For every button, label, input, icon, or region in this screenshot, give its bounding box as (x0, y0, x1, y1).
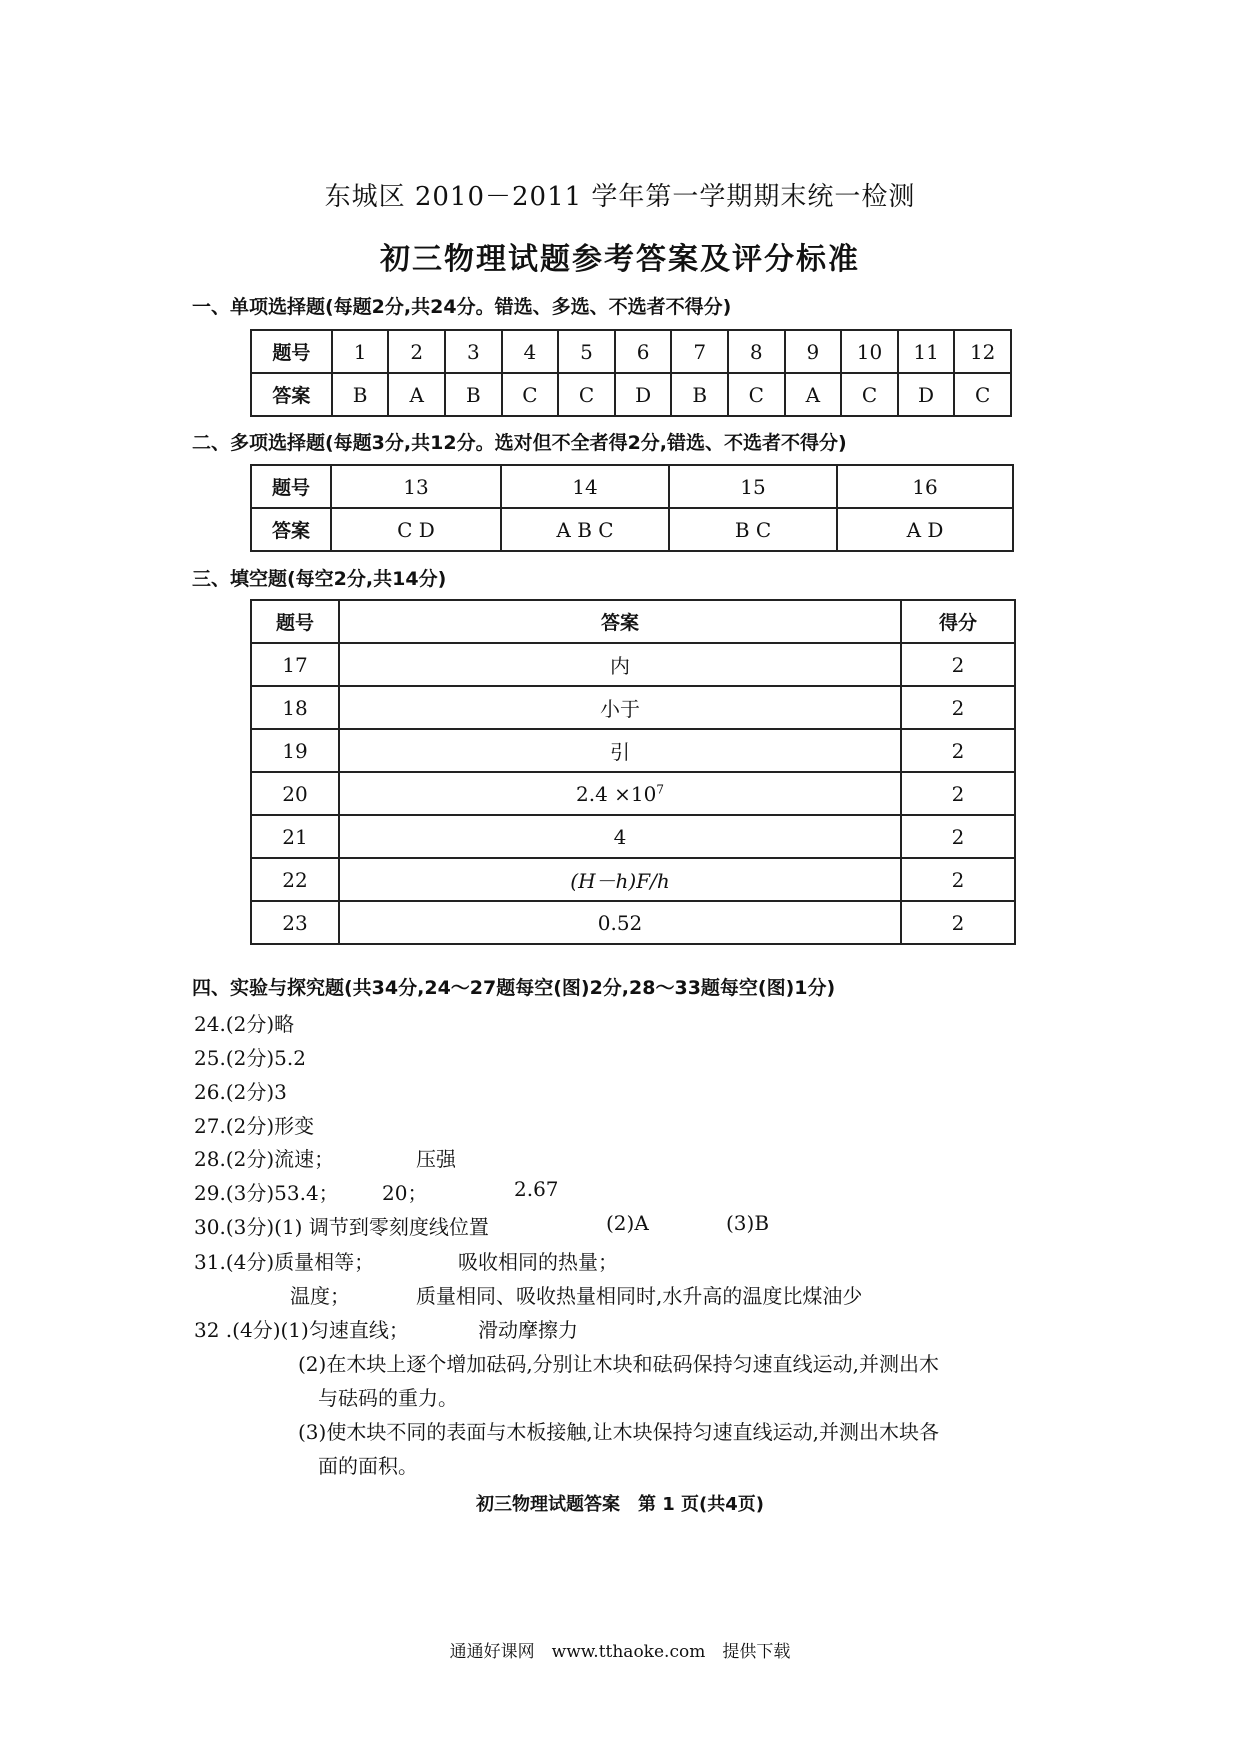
answer-28 (194, 1143, 994, 1171)
answer-cell: 4 (339, 815, 901, 858)
answer-30-label: 30.(3分)(1) 调节到零刻度线位置 (194, 1215, 489, 1239)
row-label-answer: 答案 (251, 373, 332, 416)
answer-cell: A D (837, 508, 1013, 551)
answer-30-c: (3)B (726, 1211, 770, 1235)
section2-heading: 二、多项选择题(每题3分,共12分。选对但不全者得2分,错选、不选者不得分) (192, 432, 847, 454)
question-number: 15 (669, 465, 837, 508)
answer-24: 24.(2分)略 (194, 1012, 295, 1036)
answer-cell: 引 (339, 729, 901, 772)
answer-cell: 内 (339, 643, 901, 686)
answer-29-c: 2.67 (514, 1177, 559, 1201)
answer-exponent: 7 (656, 781, 664, 796)
table-row (251, 858, 1015, 901)
answer-31-c: 温度； (290, 1284, 350, 1308)
answer-32-part2-cont: 与砝码的重力。 (318, 1386, 458, 1410)
answer-cell: A (785, 373, 842, 416)
question-number: 10 (841, 330, 898, 373)
question-number: 1 (332, 330, 389, 373)
question-number: 9 (785, 330, 842, 373)
question-number: 7 (671, 330, 728, 373)
answer-cell (339, 772, 901, 815)
question-number: 4 (502, 330, 559, 373)
question-number: 3 (445, 330, 502, 373)
question-number: 17 (251, 643, 339, 686)
question-number: 19 (251, 729, 339, 772)
table-header-row (251, 600, 1015, 643)
answer-cell: B (445, 373, 502, 416)
answer-cell: C (558, 373, 615, 416)
answer-32-label: 32 .(4分)(1)匀速直线； (194, 1318, 409, 1342)
answer-cell: C (954, 373, 1011, 416)
question-number: 20 (251, 772, 339, 815)
answer-31 (194, 1246, 1014, 1274)
score-cell: 2 (901, 729, 1015, 772)
question-number: 18 (251, 686, 339, 729)
section2-table (250, 464, 1014, 552)
answer-28-b: 压强 (416, 1147, 456, 1171)
answer-30-b: (2)A (606, 1211, 649, 1235)
table-row (251, 729, 1015, 772)
section3-table (250, 599, 1016, 945)
table-row (251, 901, 1015, 944)
section1-heading: 一、单项选择题(每题2分,共24分。错选、多选、不选者不得分) (192, 296, 732, 318)
column-header-answer: 答案 (339, 600, 901, 643)
answer-32-part3: (3)使木块不同的表面与木板接触,让木块保持匀速直线运动,并测出木块各 (298, 1420, 940, 1444)
question-number: 12 (954, 330, 1011, 373)
answer-cell: A (388, 373, 445, 416)
table-row (251, 815, 1015, 858)
section4-heading: 四、实验与探究题(共34分,24～27题每空(图)2分,28～33题每空(图)1分) (192, 977, 836, 999)
download-credit: 通通好课网 www.tthaoke.com 提供下载 (449, 1642, 791, 1662)
answer-32-part3-cont: 面的面积。 (318, 1454, 418, 1478)
answer-31-b: 吸收相同的热量； (458, 1250, 618, 1274)
answer-cell: B (332, 373, 389, 416)
answer-cell: 小于 (339, 686, 901, 729)
answer-cell: D (615, 373, 672, 416)
answer-29-b: 20； (382, 1181, 428, 1205)
table-row (251, 772, 1015, 815)
score-cell: 2 (901, 686, 1015, 729)
row-label-question: 题号 (251, 465, 331, 508)
answer-29 (194, 1177, 994, 1205)
question-number: 5 (558, 330, 615, 373)
answer-cell: C (502, 373, 559, 416)
answer-cell: B (671, 373, 728, 416)
section1-table (250, 329, 1012, 417)
section3-heading: 三、填空题(每空2分,共14分) (192, 568, 447, 590)
exam-title: 东城区 2010－2011 学年第一学期期末统一检测 (324, 182, 916, 212)
answer-cell: A B C (501, 508, 669, 551)
question-number: 11 (898, 330, 955, 373)
row-label-question: 题号 (251, 330, 332, 373)
table-row (251, 465, 1013, 508)
question-number: 21 (251, 815, 339, 858)
question-number: 23 (251, 901, 339, 944)
answer-cell: D (898, 373, 955, 416)
score-cell: 2 (901, 643, 1015, 686)
answer-28-label: 28.(2分)流速； (194, 1147, 335, 1171)
question-number: 13 (331, 465, 501, 508)
answer-30 (194, 1211, 994, 1239)
answer-cell: C (728, 373, 785, 416)
score-cell: 2 (901, 901, 1015, 944)
column-header-score: 得分 (901, 600, 1015, 643)
question-number: 14 (501, 465, 669, 508)
score-cell: 2 (901, 815, 1015, 858)
answer-32 (194, 1314, 1014, 1342)
page-footer: 初三物理试题答案 第 1 页(共4页) (475, 1494, 765, 1515)
table-row (251, 508, 1013, 551)
column-header-question: 题号 (251, 600, 339, 643)
answer-31-label: 31.(4分)质量相等； (194, 1250, 375, 1274)
answer-cell: (H－h)F/h (339, 858, 901, 901)
row-label-answer: 答案 (251, 508, 331, 551)
answer-27: 27.(2分)形变 (194, 1114, 315, 1138)
answer-32-b: 滑动摩擦力 (478, 1318, 578, 1342)
question-number: 16 (837, 465, 1013, 508)
question-number: 6 (615, 330, 672, 373)
answer-cell: B C (669, 508, 837, 551)
document-title: 初三物理试题参考答案及评分标准 (380, 242, 860, 277)
answer-cell: 0.52 (339, 901, 901, 944)
answer-29-label: 29.(3分)53.4； (194, 1181, 339, 1205)
answer-26: 26.(2分)3 (194, 1080, 287, 1104)
score-cell: 2 (901, 772, 1015, 815)
answer-25: 25.(2分)5.2 (194, 1046, 306, 1070)
answer-31-line2 (194, 1280, 1014, 1308)
answer-32-part2: (2)在木块上逐个增加砝码,分别让木块和砝码保持匀速直线运动,并测出木 (298, 1352, 940, 1376)
answer-cell: C (841, 373, 898, 416)
score-cell: 2 (901, 858, 1015, 901)
table-row (251, 686, 1015, 729)
table-row (251, 643, 1015, 686)
answer-31-d: 质量相同、吸收热量相同时,水升高的温度比煤油少 (416, 1284, 863, 1308)
question-number: 2 (388, 330, 445, 373)
question-number: 8 (728, 330, 785, 373)
question-number: 22 (251, 858, 339, 901)
table-row (251, 330, 1011, 373)
answer-base: 2.4 ×10 (575, 781, 657, 806)
table-row (251, 373, 1011, 416)
answer-cell: C D (331, 508, 501, 551)
